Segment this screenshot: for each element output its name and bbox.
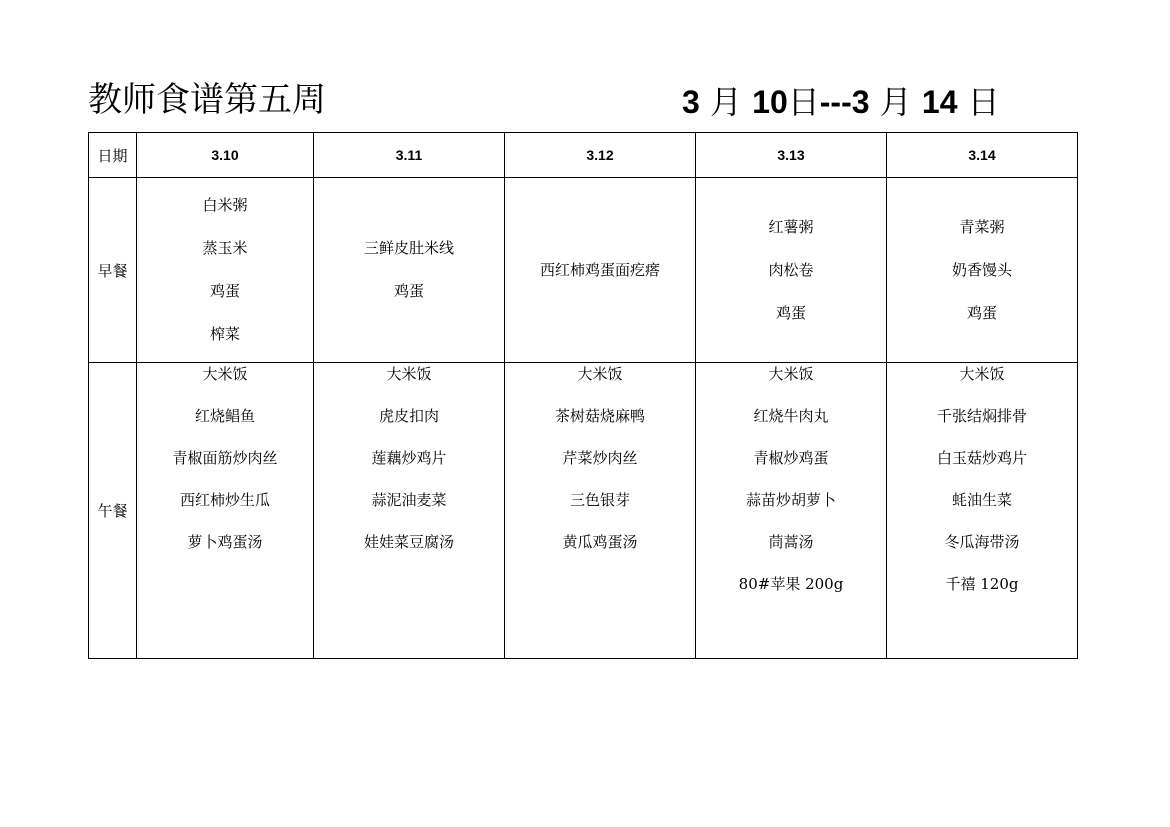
dish-item: 大米饭 — [577, 365, 623, 383]
dish-item: 蚝油生菜 — [951, 491, 1012, 509]
dish-item: 80#苹果 200g — [738, 575, 844, 593]
date-header-3-12: 3.12 — [505, 133, 696, 178]
date-column-label: 日期 — [89, 133, 137, 178]
dish-item: 三色银芽 — [569, 491, 630, 509]
lunch-dish-list — [696, 353, 886, 605]
dish-item: 肉松卷 — [768, 260, 814, 279]
dish-item: 白玉菇炒鸡片 — [936, 449, 1027, 467]
dish-item: 萝卜鸡蛋汤 — [187, 533, 263, 551]
dish-item: 蒜泥油麦菜 — [371, 491, 447, 509]
page-title: 教师食谱第五周 — [88, 80, 326, 120]
lunch-cell-3-13 — [696, 363, 887, 659]
lunch-cell-3-14 — [887, 363, 1078, 659]
breakfast-dish-list — [314, 227, 504, 313]
dish-item: 青椒炒鸡蛋 — [753, 449, 829, 467]
lunch-cell-3-11 — [314, 363, 505, 659]
month-char: 月 — [709, 83, 742, 121]
dish-item: 西红柿鸡蛋面疙瘩 — [539, 260, 660, 279]
dish-item: 大米饭 — [959, 365, 1005, 383]
date-header-3-13: 3.13 — [696, 133, 887, 178]
dish-item: 千禧 120g — [945, 575, 1019, 593]
end-month: 3 — [851, 84, 870, 120]
breakfast-dish-list — [887, 206, 1077, 335]
dish-item: 千张结焖排骨 — [936, 407, 1027, 425]
dish-item: 西红柿炒生瓜 — [179, 491, 270, 509]
month-char: 月 — [879, 83, 912, 121]
menu-table — [88, 132, 1078, 659]
dish-item: 娃娃菜豆腐汤 — [363, 533, 454, 551]
breakfast-dish-list — [505, 249, 695, 292]
breakfast-cell-3-12 — [505, 178, 696, 363]
dish-item: 青菜粥 — [959, 217, 1005, 236]
lunch-row — [89, 363, 1078, 659]
dish-item: 芹菜炒肉丝 — [562, 449, 638, 467]
breakfast-cell-3-14 — [887, 178, 1078, 363]
breakfast-cell-3-11 — [314, 178, 505, 363]
date-header-3-10: 3.10 — [137, 133, 314, 178]
start-month: 3 — [682, 84, 700, 120]
lunch-dish-list — [137, 353, 313, 563]
dish-item: 榨菜 — [209, 325, 240, 343]
lunch-dish-list — [505, 353, 695, 563]
dish-item: 鸡蛋 — [775, 303, 806, 322]
dish-item: 鸡蛋 — [966, 303, 997, 322]
breakfast-dish-list — [137, 184, 313, 356]
lunch-cell-3-12 — [505, 363, 696, 659]
lunch-dish-list — [887, 353, 1077, 605]
range-separator: --- — [819, 84, 852, 120]
breakfast-label: 早餐 — [89, 178, 137, 363]
date-range — [682, 80, 1000, 124]
lunch-dish-list — [314, 353, 504, 563]
dish-item: 黄瓜鸡蛋汤 — [562, 533, 638, 551]
dish-item: 大米饭 — [768, 365, 814, 383]
date-header-row — [89, 133, 1078, 178]
start-day: 10 — [752, 84, 788, 120]
dish-item: 冬瓜海带汤 — [944, 533, 1020, 551]
day-char: 日 — [787, 83, 820, 121]
dish-item: 茼蒿汤 — [768, 533, 814, 551]
lunch-label: 午餐 — [89, 363, 137, 659]
dish-item: 莲藕炒鸡片 — [371, 449, 447, 467]
breakfast-dish-list — [696, 206, 886, 335]
dish-item: 蒜苗炒胡萝卜 — [745, 491, 836, 509]
dish-item: 红烧鲳鱼 — [194, 407, 255, 425]
dish-item: 奶香馒头 — [951, 260, 1012, 279]
breakfast-cell-3-10 — [137, 178, 314, 363]
dish-item: 白米粥 — [202, 196, 248, 214]
breakfast-cell-3-13 — [696, 178, 887, 363]
dish-item: 蒸玉米 — [202, 239, 248, 257]
end-day: 14 — [921, 84, 958, 120]
dish-item: 青椒面筋炒肉丝 — [172, 449, 278, 467]
day-char: 日 — [967, 83, 1000, 121]
dish-item: 大米饭 — [202, 365, 248, 383]
dish-item: 鸡蛋 — [393, 282, 424, 300]
dish-item: 红薯粥 — [768, 217, 814, 236]
lunch-cell-3-10 — [137, 363, 314, 659]
dish-item: 红烧牛肉丸 — [753, 407, 829, 425]
date-header-3-11: 3.11 — [314, 133, 505, 178]
breakfast-row — [89, 178, 1078, 363]
dish-item: 虎皮扣肉 — [378, 407, 439, 425]
date-header-3-14: 3.14 — [887, 133, 1078, 178]
dish-item: 三鲜皮肚米线 — [363, 239, 454, 257]
dish-item: 鸡蛋 — [209, 282, 240, 300]
dish-item: 大米饭 — [386, 365, 432, 383]
dish-item: 茶树菇烧麻鸭 — [554, 407, 645, 425]
